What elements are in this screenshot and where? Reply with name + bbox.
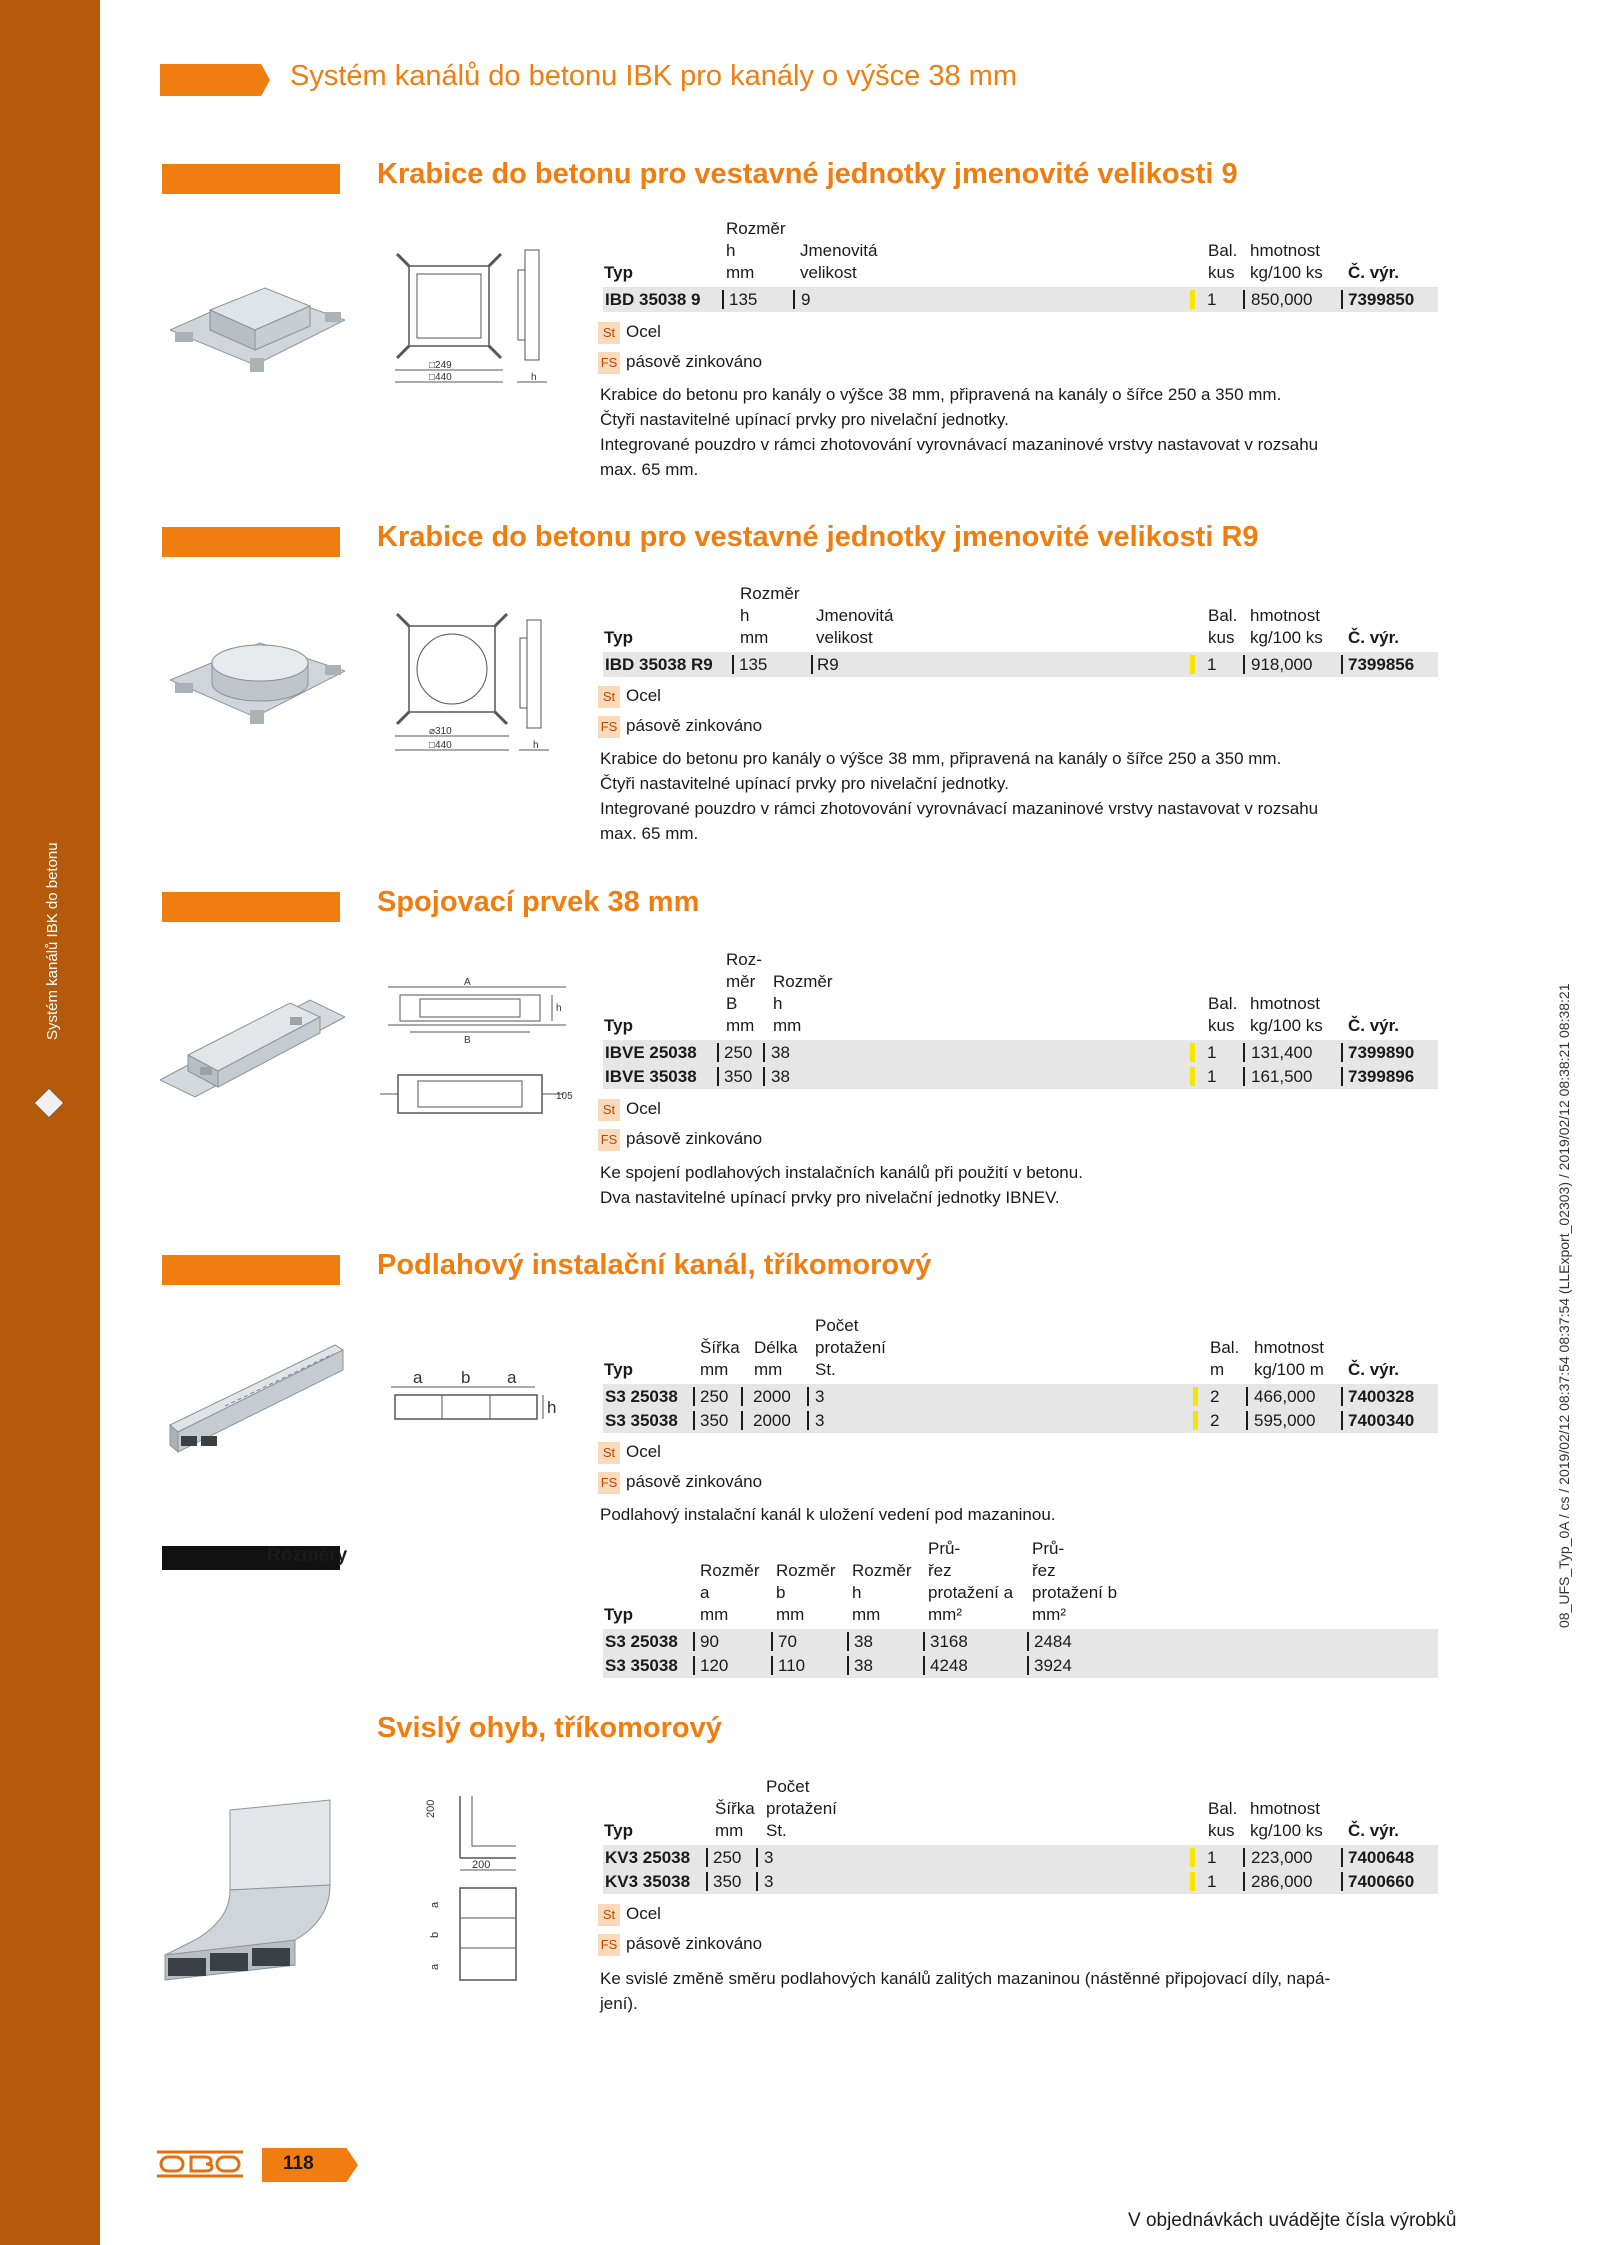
col-header: protažení — [815, 1338, 886, 1357]
sidebar-label: Systém kanálů IBK do betonu — [44, 842, 61, 1040]
cell-typ: S3 35038 — [605, 1411, 678, 1430]
section-bar — [162, 1255, 340, 1285]
material-line — [598, 320, 661, 344]
col-header: mm — [740, 628, 769, 647]
col-header: mm² — [1032, 1605, 1066, 1624]
col-header: kus — [1208, 628, 1235, 647]
col-header: Počet — [815, 1316, 859, 1335]
col-header: hmotnost — [1250, 1799, 1320, 1818]
col-header: velikost — [816, 628, 873, 647]
cell-width: 350 — [700, 1411, 729, 1430]
col-header: Bal. — [1208, 994, 1238, 1013]
desc-line: Krabice do betonu pro kanály o výšce 38 mm, připravená na kanály o šířce 250 a 350 mm. — [600, 749, 1282, 768]
material-line — [598, 714, 762, 738]
col-header: B — [726, 994, 738, 1013]
cell-bal: 1 — [1207, 290, 1217, 309]
material-code: FS — [598, 1934, 620, 1956]
cell-bal: 1 — [1207, 1067, 1217, 1086]
col-header: Rozměr — [726, 219, 786, 238]
col-header: Č. výr. — [1348, 1360, 1400, 1379]
col-header: mm — [715, 1821, 744, 1840]
col-header: Prů- — [1032, 1539, 1065, 1558]
col-header: Č. výr. — [1348, 628, 1400, 647]
dim-label: a — [429, 1963, 441, 1970]
section-title: Spojovací prvek 38 mm — [377, 886, 700, 918]
cell-length: 2000 — [753, 1411, 791, 1430]
col-header: Bal. — [1208, 241, 1238, 260]
cell-bal: 1 — [1207, 1872, 1217, 1891]
material-label: Ocel — [626, 1904, 661, 1923]
col-header: kus — [1208, 1821, 1235, 1840]
col-header: kus — [1208, 263, 1235, 282]
material-label: Ocel — [626, 686, 661, 705]
cell-pa: 4248 — [930, 1656, 968, 1675]
cell-pa: 3168 — [930, 1632, 968, 1651]
cell-article: 7399890 — [1348, 1043, 1415, 1062]
col-header: měr — [726, 972, 756, 991]
col-header: protažení b — [1032, 1583, 1118, 1602]
dim-label: a — [413, 1368, 423, 1387]
table-row — [603, 1869, 1438, 1894]
technical-drawing — [385, 1365, 585, 1435]
cell-length: 2000 — [753, 1387, 791, 1406]
col-header: protažení — [766, 1799, 837, 1818]
print-meta: 08_UFS_Typ_0A / cs / 2019/02/12 08:37:54 08:37:54 (LLExport_02303) / 2019/02/12 08:38:21 08:38:21 — [1556, 983, 1572, 1628]
dim-label: h — [533, 740, 539, 751]
col-header: mm — [773, 1016, 802, 1035]
dim-label: a — [429, 1901, 441, 1908]
col-header-typ: Typ — [604, 1605, 633, 1624]
cell-width: 250 — [700, 1387, 729, 1406]
desc-line: Integrované pouzdro v rámci zhotovování vyrovnávací mazaninové vrstvy nastavovat v rozsahu — [600, 799, 1319, 818]
col-header: řez — [1032, 1561, 1056, 1580]
material-code: FS — [598, 1472, 620, 1494]
material-code: St — [598, 1099, 620, 1121]
col-header: Prů- — [928, 1539, 961, 1558]
col-header: Délka — [754, 1338, 798, 1357]
product-description — [600, 1502, 1430, 1527]
material-code: St — [598, 1442, 620, 1464]
cell-count: 3 — [764, 1848, 774, 1867]
material-label: pásově zinkováno — [626, 1934, 763, 1953]
material-line — [598, 1440, 661, 1464]
section-title: Krabice do betonu pro vestavné jednotky jmenovité velikosti R9 — [377, 521, 1259, 553]
col-header: mm² — [928, 1605, 962, 1624]
cell-h: 38 — [854, 1632, 873, 1651]
dim-label: 200 — [472, 1859, 491, 1871]
cell-count: 3 — [815, 1411, 825, 1430]
col-header-typ: Typ — [604, 1821, 633, 1840]
desc-line: Krabice do betonu pro kanály o výšce 38 mm, připravená na kanály o šířce 250 a 350 mm. — [600, 385, 1282, 404]
col-header: řez — [928, 1561, 952, 1580]
page-number: 118 — [283, 2153, 314, 2174]
col-header: St. — [766, 1821, 787, 1840]
table-row — [603, 652, 1438, 677]
cell-typ: KV3 35038 — [605, 1872, 691, 1891]
cell-width: 350 — [713, 1872, 742, 1891]
material-line — [598, 1470, 762, 1494]
dim-label: B — [464, 1035, 471, 1046]
cell-article: 7400340 — [1348, 1411, 1415, 1430]
col-header: h — [852, 1583, 862, 1602]
col-header: hmotnost — [1250, 606, 1320, 625]
cell-article: 7400648 — [1348, 1848, 1415, 1867]
section-bar — [162, 164, 340, 194]
table-row — [603, 1845, 1438, 1870]
cell-pb: 3924 — [1034, 1656, 1072, 1675]
section-bar — [162, 892, 340, 922]
cell-weight: 161,500 — [1251, 1067, 1313, 1086]
cell-article: 7400328 — [1348, 1387, 1415, 1406]
cell-typ: IBD 35038 9 — [605, 290, 701, 309]
technical-drawing — [380, 975, 580, 1125]
cell-h: 135 — [729, 290, 758, 309]
table-row — [603, 287, 1438, 312]
material-code: FS — [598, 1129, 620, 1151]
col-header: mm — [726, 1016, 755, 1035]
connector-photo — [160, 995, 345, 1105]
cell-b: 350 — [724, 1067, 753, 1086]
product-description — [600, 746, 1430, 846]
cell-a: 90 — [700, 1632, 719, 1651]
material-label: pásově zinkováno — [626, 716, 763, 735]
cell-weight: 595,000 — [1254, 1411, 1316, 1430]
cell-weight: 131,400 — [1251, 1043, 1313, 1062]
col-header: Bal. — [1210, 1338, 1240, 1357]
col-header: Rozměr — [700, 1561, 760, 1580]
material-label: Ocel — [626, 1099, 661, 1118]
material-line — [598, 1097, 661, 1121]
footer-note: V objednávkách uvádějte čísla výrobků — [1128, 2210, 1457, 2231]
col-header: Roz- — [726, 950, 762, 969]
material-code: St — [598, 686, 620, 708]
section-title: Krabice do betonu pro vestavné jednotky jmenovité velikosti 9 — [377, 158, 1238, 190]
cell-width: 250 — [713, 1848, 742, 1867]
desc-line: max. 65 mm. — [600, 460, 699, 479]
col-header: b — [776, 1583, 786, 1602]
material-label: pásově zinkováno — [626, 1129, 763, 1148]
col-header: mm — [776, 1605, 805, 1624]
cell-bal: 1 — [1207, 1848, 1217, 1867]
technical-drawing — [385, 240, 580, 385]
col-header: Č. výr. — [1348, 1821, 1400, 1840]
col-header: Rozměr — [740, 584, 800, 603]
col-header: m — [1210, 1360, 1225, 1379]
material-label: pásově zinkováno — [626, 1472, 763, 1491]
col-header-typ: Typ — [604, 1016, 633, 1035]
dim-label: 105 — [556, 1091, 573, 1102]
cell-size: R9 — [817, 655, 839, 674]
col-header: kus — [1208, 1016, 1235, 1035]
obo-logo — [155, 2148, 245, 2180]
product-description — [600, 1160, 1430, 1210]
cell-bal: 2 — [1210, 1387, 1220, 1406]
col-header: Rozměr — [773, 972, 833, 991]
cell-weight: 918,000 — [1251, 655, 1313, 674]
col-header: Jmenovitá — [800, 241, 878, 260]
material-line — [598, 1902, 661, 1926]
dim-label: a — [507, 1368, 517, 1387]
col-header-typ: Typ — [604, 628, 633, 647]
cell-weight: 286,000 — [1251, 1872, 1313, 1891]
material-code: FS — [598, 716, 620, 738]
col-header: Bal. — [1208, 1799, 1238, 1818]
col-header: h — [726, 241, 736, 260]
dim-label: ⌀310 — [429, 726, 452, 737]
col-header: mm — [852, 1605, 881, 1624]
dim-label: A — [464, 977, 471, 988]
material-line — [598, 350, 762, 374]
product-description — [600, 382, 1430, 482]
col-header: kg/100 ks — [1250, 628, 1323, 647]
col-header: Počet — [766, 1777, 810, 1796]
section-title: Svislý ohyb, tříkomorový — [377, 1712, 722, 1744]
table-row — [603, 1040, 1438, 1065]
cell-bal: 1 — [1207, 1043, 1217, 1062]
cell-count: 3 — [815, 1387, 825, 1406]
technical-drawing — [420, 1788, 540, 1988]
col-header: Rozměr — [852, 1561, 912, 1580]
dim-label: □249 — [429, 360, 452, 371]
col-header: kg/100 ks — [1250, 1821, 1323, 1840]
col-header: mm — [726, 263, 755, 282]
cell-article: 7400660 — [1348, 1872, 1415, 1891]
col-header: kg/100 m — [1254, 1360, 1324, 1379]
cell-h: 38 — [854, 1656, 873, 1675]
cell-b: 250 — [724, 1043, 753, 1062]
material-line — [598, 1932, 762, 1956]
concrete-box-round-photo — [170, 625, 345, 735]
floor-channel-photo — [165, 1340, 345, 1460]
col-header: Šířka — [700, 1338, 740, 1357]
dim-label: h — [531, 372, 537, 383]
col-header: hmotnost — [1250, 241, 1320, 260]
cell-typ: IBVE 35038 — [605, 1067, 697, 1086]
material-code: St — [598, 322, 620, 344]
cell-count: 3 — [764, 1872, 774, 1891]
col-header: kg/100 ks — [1250, 263, 1323, 282]
sidebar-stripe — [0, 0, 100, 2245]
cell-weight: 466,000 — [1254, 1387, 1316, 1406]
dim-label: 200 — [425, 1799, 437, 1818]
desc-line: Ke spojení podlahových instalačních kanálů při použití v betonu. — [600, 1163, 1083, 1182]
material-line — [598, 1127, 762, 1151]
material-label: Ocel — [626, 322, 661, 341]
material-line — [598, 684, 661, 708]
col-header: mm — [700, 1605, 729, 1624]
vertical-bend-photo — [160, 1790, 345, 1990]
cell-article: 7399850 — [1348, 290, 1415, 309]
col-header: Č. výr. — [1348, 263, 1400, 282]
cell-bal: 1 — [1207, 655, 1217, 674]
col-header: Č. výr. — [1348, 1016, 1400, 1035]
table-row — [603, 1653, 1438, 1678]
technical-drawing — [385, 600, 580, 760]
dim-label: □440 — [429, 372, 452, 383]
col-header: velikost — [800, 263, 857, 282]
dim-label: b — [461, 1368, 471, 1387]
table-row — [603, 1384, 1438, 1409]
col-header: protažení a — [928, 1583, 1014, 1602]
col-header: a — [700, 1583, 710, 1602]
desc-line: Ke svislé změně směru podlahových kanálů zalitých mazaninou (nástěnné připojovací díly, napá- — [600, 1969, 1331, 1988]
cell-typ: IBD 35038 R9 — [605, 655, 713, 674]
section-title: Podlahový instalační kanál, tříkomorový — [377, 1249, 932, 1281]
table-row — [603, 1064, 1438, 1089]
material-label: pásově zinkováno — [626, 352, 763, 371]
col-header: Bal. — [1208, 606, 1238, 625]
col-header: hmotnost — [1254, 1338, 1324, 1357]
col-header-typ: Typ — [604, 1360, 633, 1379]
desc-line: Integrované pouzdro v rámci zhotovování vyrovnávací mazaninové vrstvy nastavovat v rozsahu — [600, 435, 1319, 454]
cell-b: 70 — [778, 1632, 797, 1651]
concrete-box-photo — [170, 270, 345, 380]
product-description — [600, 1966, 1430, 2016]
col-header-typ: Typ — [604, 263, 633, 282]
col-header: hmotnost — [1250, 994, 1320, 1013]
col-header: Rozměr — [776, 1561, 836, 1580]
desc-line: Čtyři nastavitelné upínací prvky pro nivelační jednotky. — [600, 774, 1009, 793]
cell-h: 38 — [771, 1043, 790, 1062]
header-flag — [160, 64, 270, 96]
desc-line: jení). — [600, 1994, 638, 2013]
col-header: mm — [700, 1360, 729, 1379]
cell-h: 135 — [739, 655, 768, 674]
cell-size: 9 — [801, 290, 811, 309]
dim-label: h — [556, 1003, 562, 1014]
cell-article: 7399856 — [1348, 655, 1415, 674]
desc-line: Čtyři nastavitelné upínací prvky pro nivelační jednotky. — [600, 410, 1009, 429]
dim-label: □440 — [429, 740, 452, 751]
col-header: St. — [815, 1360, 836, 1379]
cell-typ: KV3 25038 — [605, 1848, 691, 1867]
table-row — [603, 1629, 1438, 1654]
material-label: Ocel — [626, 1442, 661, 1461]
dim-label: b — [429, 1931, 441, 1938]
col-header: Šířka — [715, 1799, 755, 1818]
table-row — [603, 1408, 1438, 1433]
material-code: FS — [598, 352, 620, 374]
dimensions-label: Rozměry — [267, 1545, 348, 1566]
desc-line: max. 65 mm. — [600, 824, 699, 843]
cell-a: 120 — [700, 1656, 729, 1675]
col-header: mm — [754, 1360, 783, 1379]
material-code: St — [598, 1904, 620, 1926]
col-header: Jmenovitá — [816, 606, 894, 625]
page-title: Systém kanálů do betonu IBK pro kanály o výšce 38 mm — [290, 60, 1017, 92]
cell-weight: 223,000 — [1251, 1848, 1313, 1867]
cell-pb: 2484 — [1034, 1632, 1072, 1651]
cell-weight: 850,000 — [1251, 290, 1313, 309]
cell-h: 38 — [771, 1067, 790, 1086]
cell-typ: S3 35038 — [605, 1656, 678, 1675]
cell-typ: S3 25038 — [605, 1387, 678, 1406]
col-header: kg/100 ks — [1250, 1016, 1323, 1035]
section-bar — [162, 527, 340, 557]
dim-label: h — [547, 1398, 557, 1417]
cell-typ: S3 25038 — [605, 1632, 678, 1651]
col-header: h — [740, 606, 750, 625]
cell-b: 110 — [778, 1656, 806, 1675]
cell-bal: 2 — [1210, 1411, 1220, 1430]
desc-line: Dva nastavitelné upínací prvky pro nivelační jednotky IBNEV. — [600, 1188, 1060, 1207]
cell-typ: IBVE 25038 — [605, 1043, 697, 1062]
desc-line: Podlahový instalační kanál k uložení vedení pod mazaninou. — [600, 1505, 1056, 1524]
cell-article: 7399896 — [1348, 1067, 1415, 1086]
col-header: h — [773, 994, 783, 1013]
